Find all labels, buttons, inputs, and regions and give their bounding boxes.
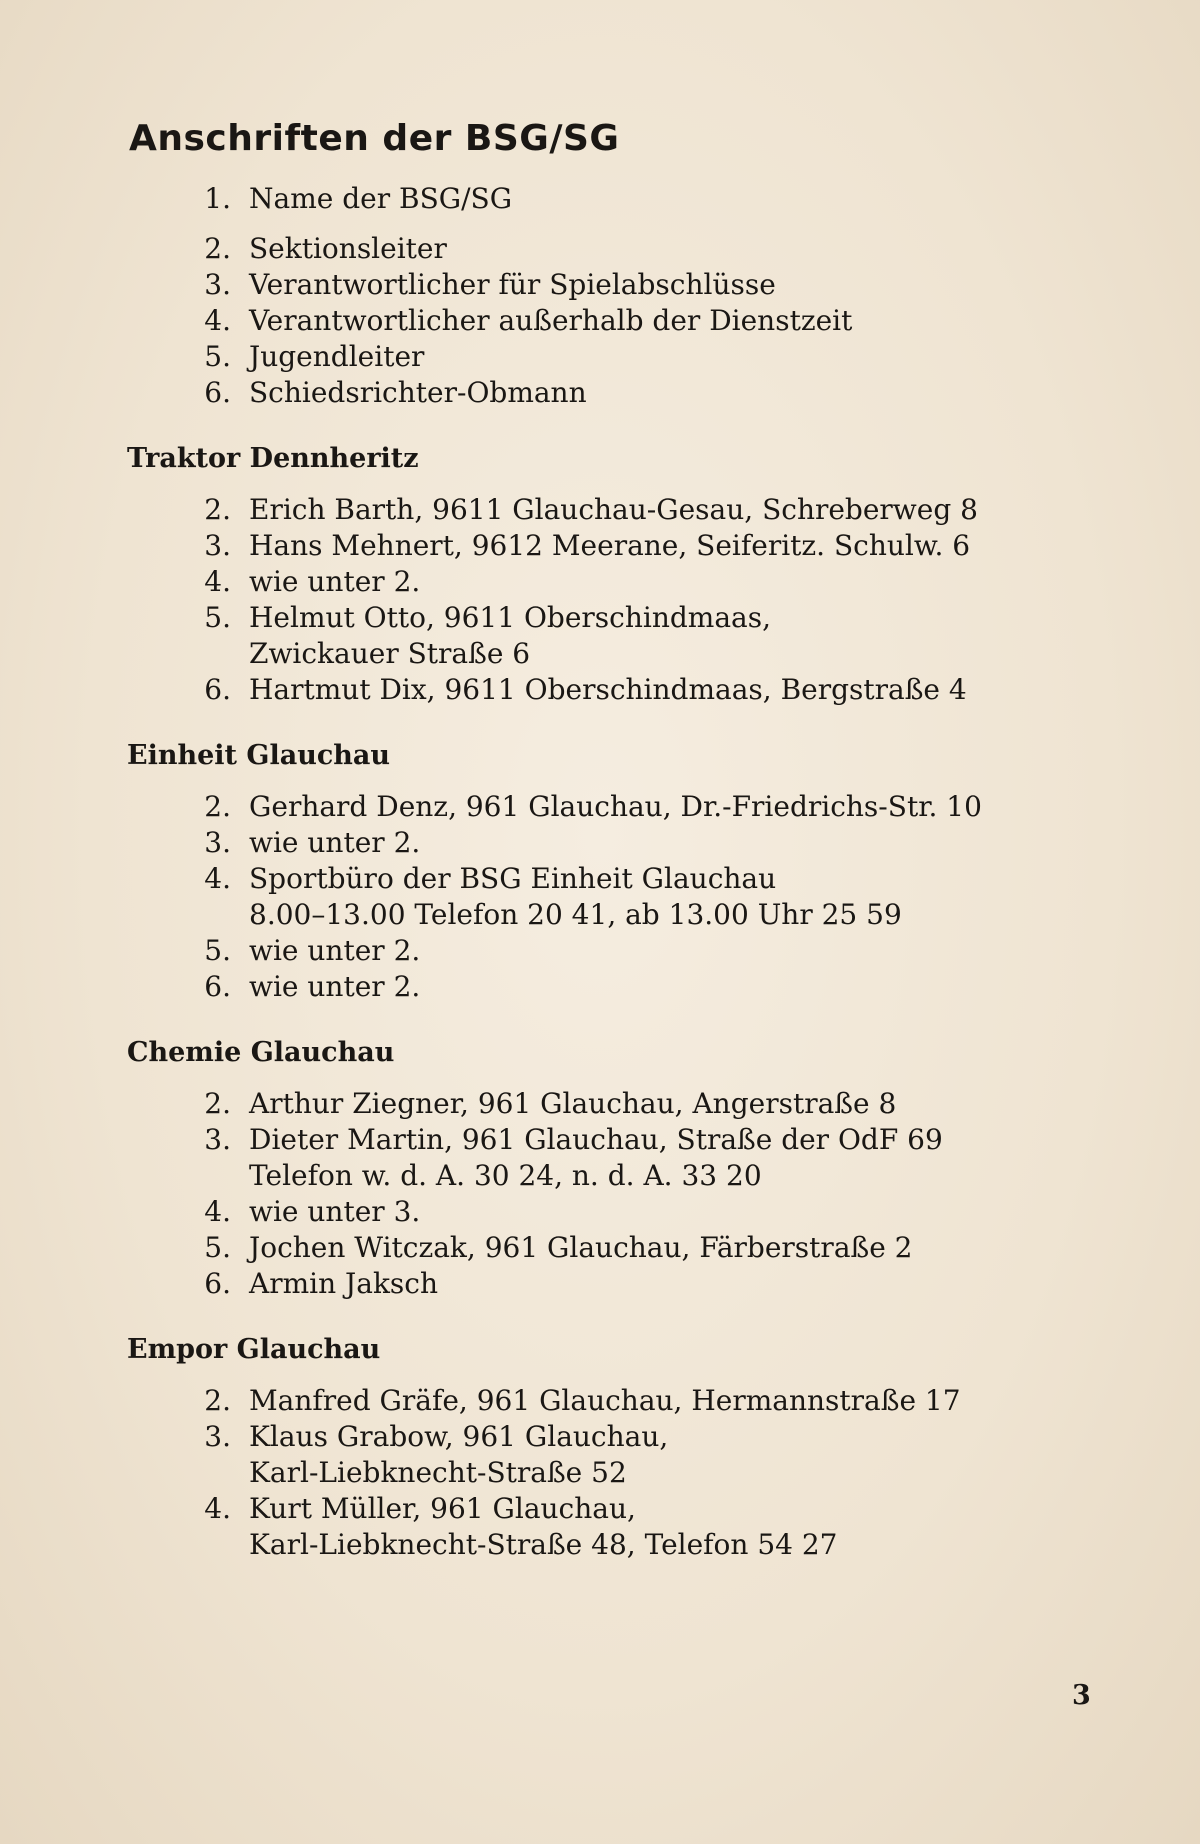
club-name: Traktor Dennheritz xyxy=(127,443,419,474)
item-number: 3. xyxy=(204,1420,231,1453)
page-number: 3 xyxy=(1072,1680,1091,1711)
contact-entry xyxy=(125,564,1125,600)
contact-entry xyxy=(125,1383,1125,1419)
item-text: Dieter Martin, 961 Glauchau, Straße der OdF 69 Telefon w. d. A. 30 24, n. d. A. 33 20 xyxy=(249,1123,943,1192)
item-number: 5. xyxy=(204,601,231,634)
contact-entry xyxy=(125,600,1125,672)
item-text: Verantwortlicher außerhalb der Dienstzeit xyxy=(249,304,853,337)
contact-list xyxy=(125,1086,1125,1302)
legend-item xyxy=(125,181,1125,217)
legend-item xyxy=(125,267,1125,303)
item-text: Jochen Witczak, 961 Glauchau, Färberstraße 2 xyxy=(249,1231,913,1264)
item-number: 6. xyxy=(204,1267,231,1300)
legend-item xyxy=(125,231,1125,267)
item-number: 3. xyxy=(204,1123,231,1156)
contact-entry xyxy=(125,825,1125,861)
legend-item xyxy=(125,303,1125,339)
item-number: 2. xyxy=(204,1384,231,1417)
contact-entry xyxy=(125,933,1125,969)
item-text: wie unter 3. xyxy=(249,1195,421,1228)
item-number: 6. xyxy=(204,673,231,706)
item-number: 1. xyxy=(204,182,231,215)
item-number: 4. xyxy=(204,862,231,895)
item-number: 3. xyxy=(204,268,231,301)
item-number: 4. xyxy=(204,565,231,598)
item-number: 4. xyxy=(204,304,231,337)
item-number: 3. xyxy=(204,826,231,859)
club-name: Chemie Glauchau xyxy=(127,1037,395,1068)
item-text: Helmut Otto, 9611 Oberschindmaas, Zwickauer Straße 6 xyxy=(249,601,771,670)
document-body xyxy=(125,118,1125,1595)
item-number: 2. xyxy=(204,232,231,265)
item-text: Sektionsleiter xyxy=(249,232,447,265)
item-text: Erich Barth, 9611 Glauchau-Gesau, Schreberweg 8 xyxy=(249,493,978,526)
item-text: wie unter 2. xyxy=(249,970,421,1003)
contact-entry xyxy=(125,1122,1125,1194)
club-section xyxy=(125,1334,1125,1563)
item-number: 6. xyxy=(204,970,231,1003)
item-text: Hartmut Dix, 9611 Oberschindmaas, Bergstraße 4 xyxy=(249,673,967,706)
contact-entry xyxy=(125,1491,1125,1563)
item-text: Schiedsrichter-Obmann xyxy=(249,376,587,409)
legend-item xyxy=(125,339,1125,375)
contact-entry xyxy=(125,1266,1125,1302)
contact-entry xyxy=(125,492,1125,528)
item-number: 4. xyxy=(204,1492,231,1525)
item-number: 6. xyxy=(204,376,231,409)
item-text: Sportbüro der BSG Einheit Glauchau 8.00–13.00 Telefon 20 41, ab 13.00 Uhr 25 59 xyxy=(249,862,902,931)
legend-list xyxy=(125,181,1125,411)
contact-list xyxy=(125,789,1125,1005)
item-text: Jugendleiter xyxy=(249,340,425,373)
item-number: 5. xyxy=(204,1231,231,1264)
item-text: wie unter 2. xyxy=(249,934,421,967)
item-number: 2. xyxy=(204,1087,231,1120)
item-text: Hans Mehnert, 9612 Meerane, Seiferitz. Schulw. 6 xyxy=(249,529,971,562)
item-number: 3. xyxy=(204,529,231,562)
contact-entry xyxy=(125,1086,1125,1122)
item-text: wie unter 2. xyxy=(249,826,421,859)
contact-entry xyxy=(125,861,1125,933)
item-text: Klaus Grabow, 961 Glauchau, Karl-Liebknecht-Straße 52 xyxy=(249,1420,669,1489)
contact-entry xyxy=(125,1419,1125,1491)
contact-list xyxy=(125,492,1125,708)
legend-item xyxy=(125,375,1125,411)
contact-list xyxy=(125,1383,1125,1563)
item-number: 4. xyxy=(204,1195,231,1228)
club-section xyxy=(125,443,1125,708)
contact-entry xyxy=(125,528,1125,564)
item-text: Arthur Ziegner, 961 Glauchau, Angerstraße 8 xyxy=(249,1087,897,1120)
item-text: Armin Jaksch xyxy=(249,1267,439,1300)
contact-entry xyxy=(125,789,1125,825)
item-text: Name der BSG/SG xyxy=(249,182,513,215)
club-sections xyxy=(125,443,1125,1563)
item-text: Gerhard Denz, 961 Glauchau, Dr.-Friedrichs-Str. 10 xyxy=(249,790,982,823)
item-text: Verantwortlicher für Spielabschlüsse xyxy=(249,268,776,301)
item-number: 2. xyxy=(204,790,231,823)
contact-entry xyxy=(125,1230,1125,1266)
page-title: Anschriften der BSG/SG xyxy=(129,118,620,159)
club-section xyxy=(125,1037,1125,1302)
contact-entry xyxy=(125,1194,1125,1230)
contact-entry xyxy=(125,672,1125,708)
item-text: Kurt Müller, 961 Glauchau, Karl-Liebknecht-Straße 48, Telefon 54 27 xyxy=(249,1492,838,1561)
item-text: wie unter 2. xyxy=(249,565,421,598)
item-text: Manfred Gräfe, 961 Glauchau, Hermannstraße 17 xyxy=(249,1384,961,1417)
club-section xyxy=(125,740,1125,1005)
item-number: 2. xyxy=(204,493,231,526)
club-name: Empor Glauchau xyxy=(127,1334,381,1365)
item-number: 5. xyxy=(204,340,231,373)
club-name: Einheit Glauchau xyxy=(127,740,391,771)
contact-entry xyxy=(125,969,1125,1005)
item-number: 5. xyxy=(204,934,231,967)
